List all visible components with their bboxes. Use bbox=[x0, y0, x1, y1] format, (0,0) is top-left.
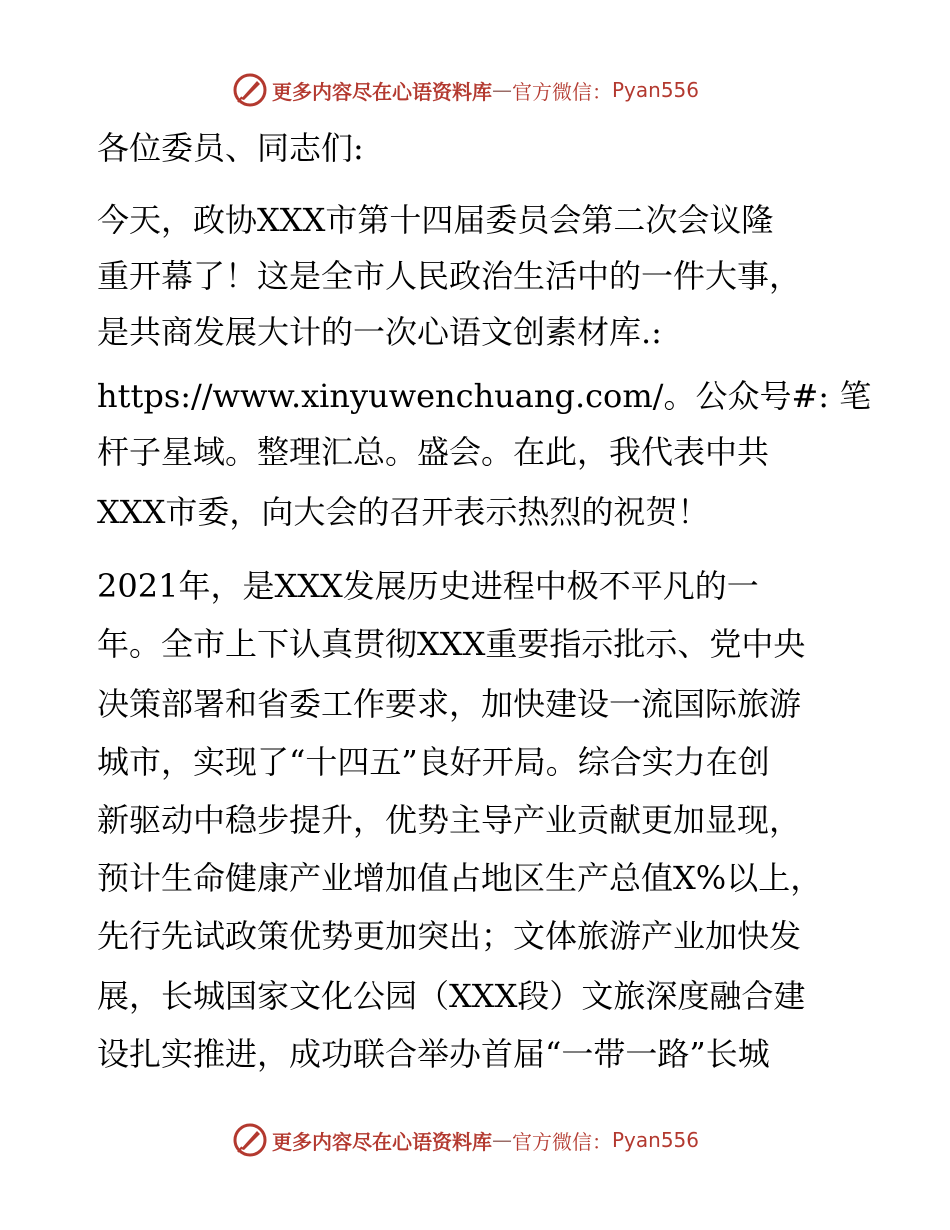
paragraph-1-line-6: XXX市委，向大会的召开表示热烈的祝贺！ bbox=[97, 493, 710, 531]
paragraph-1-line-3: 是共商发展大计的一次心语文创素材库.: bbox=[97, 313, 662, 351]
salutation-line: 各位委员、同志们: bbox=[97, 129, 364, 167]
paragraph-2-line-7: 先行先试政策优势更加突出；文体旅游产业加快发 bbox=[97, 917, 802, 955]
footer-wechat-id: Pyan556 bbox=[612, 1128, 700, 1152]
paragraph-2-line-2: 年。全市上下认真贯彻XXX重要指示批示、党中央 bbox=[97, 625, 806, 663]
banner-wechat-label: 官方微信： bbox=[512, 79, 612, 104]
footer-wechat-label: 官方微信： bbox=[512, 1129, 612, 1154]
paragraph-2-line-3: 决策部署和省委工作要求，加快建设一流国际旅游 bbox=[97, 685, 802, 723]
paragraph-1-line-5: 杆子星域。整理汇总。盛会。在此，我代表中共 bbox=[97, 433, 770, 471]
footer-banner bbox=[232, 1120, 699, 1160]
paragraph-1-line-2: 重开幕了！这是全市人民政治生活中的一件大事， bbox=[97, 257, 802, 295]
footer-site-text: 更多内容尽在心语资料库 bbox=[272, 1129, 492, 1154]
footer-dash: — bbox=[492, 1128, 512, 1152]
banner-dash: — bbox=[492, 78, 512, 102]
paragraph-2-line-8: 展，长城国家文化公园（XXX段）文旅深度融合建 bbox=[97, 977, 806, 1015]
quill-pen-circle-icon bbox=[232, 72, 268, 108]
header-banner bbox=[232, 70, 699, 110]
paragraph-2-line-9: 设扎实推进，成功联合举办首届“一带一路”长城 bbox=[97, 1035, 770, 1073]
paragraph-2-line-1: 2021年，是XXX发展历史进程中极不平凡的一 bbox=[97, 567, 759, 605]
paragraph-2-line-4: 城市，实现了“十四五”良好开局。综合实力在创 bbox=[97, 743, 770, 781]
banner-wechat-id: Pyan556 bbox=[612, 78, 700, 102]
paragraph-1-line-1: 今天，政协XXX市第十四届委员会第二次会议隆 bbox=[97, 201, 774, 239]
paragraph-2-line-6: 预计生命健康产业增加值占地区生产总值X%以上， bbox=[97, 859, 823, 897]
banner-site-text: 更多内容尽在心语资料库 bbox=[272, 79, 492, 104]
paragraph-1-line-4: https://www.xinyuwenchuang.com/。公众号#: 笔 bbox=[97, 377, 872, 415]
paragraph-2-line-5: 新驱动中稳步提升，优势主导产业贡献更加显现， bbox=[97, 801, 802, 839]
quill-pen-circle-icon bbox=[232, 1122, 268, 1158]
